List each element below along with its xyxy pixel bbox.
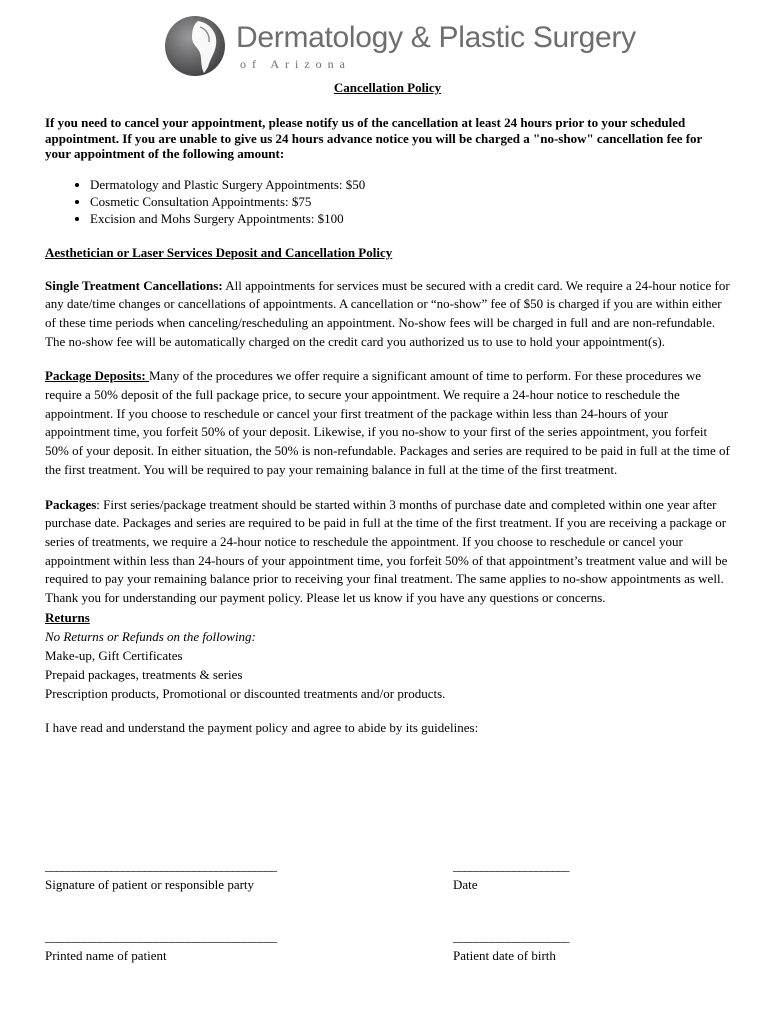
signature-line: __________________________________________ — [45, 858, 276, 873]
returns-item: Prepaid packages, treatments & series — [45, 666, 243, 682]
package-deposits-paragraph — [45, 367, 730, 479]
clinic-logo — [164, 15, 636, 77]
returns-section — [45, 608, 730, 703]
single-treatment-text: All appointments for services must be secured with a credit card. We require a 24-hour notice for any date/time changes or cancellations of appointments. A cancellation or “no-show” fee of $50 is charged if you are within either of these time periods when canceling/rescheduling an appointment. No-show fees will be charged in full and are non-refundable. The no-show fee will be automatically charged on the credit card you authorized us to use to hold your appointment(s). — [45, 277, 730, 349]
dob-line: _____________________ — [453, 929, 569, 944]
returns-subheading: No Returns or Refunds on the following: — [45, 628, 256, 644]
dob-field[interactable] — [453, 929, 569, 964]
face-profile-logo-icon — [164, 15, 226, 77]
packages-text: : First series/package treatment should be started within 3 months of purchase date and completed within one year after purchase date. Packages and series are required to be paid in full at the time of the first treatment. If you are receiving a package or series of treatments, we require a 24-hour notice to reschedule the appointment. If you choose to reschedule or cancel your appointment within less than 24-hours of your appointment time, you forfeit 50% of that appointment’s treatment value and will be required to pay your remaining balance prior to receiving your final treatment. The same applies to no-show appointments as well. Thank you for understanding our payment policy. Please let us know if you have any questions or concerns. — [45, 496, 728, 606]
cancellation-intro: If you need to cancel your appointment, please notify us of the cancellation at least 24 hours prior to your scheduled appointment. If you are unable to give us 24 hours advance notice you will be charged a "no-show" cancellation fee for your appointment of the following amount: — [45, 115, 703, 161]
package-deposits-lead: Package Deposits: — [45, 368, 149, 384]
fee-item: • Dermatology and Plastic Surgery Appointments: $50 — [90, 176, 730, 193]
logo-subtitle: of Arizona — [240, 57, 351, 71]
date-label: Date — [453, 877, 478, 892]
page-title: Cancellation Policy — [333, 80, 442, 95]
returns-item: Make-up, Gift Certificates — [45, 647, 183, 663]
patient-signature-field[interactable] — [45, 858, 276, 893]
fee-item: • Cosmetic Consultation Appointments: $75 — [90, 193, 730, 210]
printed-name-field[interactable] — [45, 929, 276, 964]
aesthetician-heading: Aesthetician or Laser Services Deposit and Cancellation Policy — [45, 244, 393, 260]
package-deposits-text: Many of the procedures we offer require a significant amount of time to perform. For these procedures we require a 50% deposit of the full package price, to secure your appointment. We require a 24-hour notice to reschedule the appointment. If you choose to reschedule or cancel your first treatment of the package within less than 24-hours of your appointment time, you forfeit 50% of your deposit. Likewise, if you no-show to your first of the series appointment, you forfeit 50% of your deposit. In either situation, the 50% is non-refundable. Packages and series are required to be paid in full at the time of the first treatment. You will be required to pay your remaining balance in full at the time of the first treatment. — [45, 368, 730, 477]
patient-signature-label: Signature of patient or responsible party — [45, 877, 255, 892]
printed-name-label: Printed name of patient — [45, 948, 167, 963]
returns-heading: Returns — [45, 609, 90, 625]
fee-item: • Excision and Mohs Surgery Appointments: $100 — [90, 210, 730, 227]
date-line: _____________________ — [453, 858, 569, 873]
packages-lead: Packages — [45, 496, 97, 512]
logo-wordmark: Dermatology & Plastic Surgery — [236, 21, 636, 54]
dob-label: Patient date of birth — [453, 948, 556, 963]
single-treatment-paragraph — [45, 277, 730, 352]
policy-document — [45, 80, 730, 736]
printed-name-line: __________________________________________ — [45, 929, 276, 944]
date-field[interactable] — [453, 858, 569, 893]
single-treatment-lead: Single Treatment Cancellations: — [45, 277, 223, 293]
fee-list — [45, 176, 730, 227]
packages-paragraph — [45, 496, 730, 608]
returns-item: Prescription products, Promotional or discounted treatments and/or products. — [45, 685, 446, 701]
agreement-statement: I have read and understand the payment policy and agree to abide by its guidelines: — [45, 719, 479, 735]
